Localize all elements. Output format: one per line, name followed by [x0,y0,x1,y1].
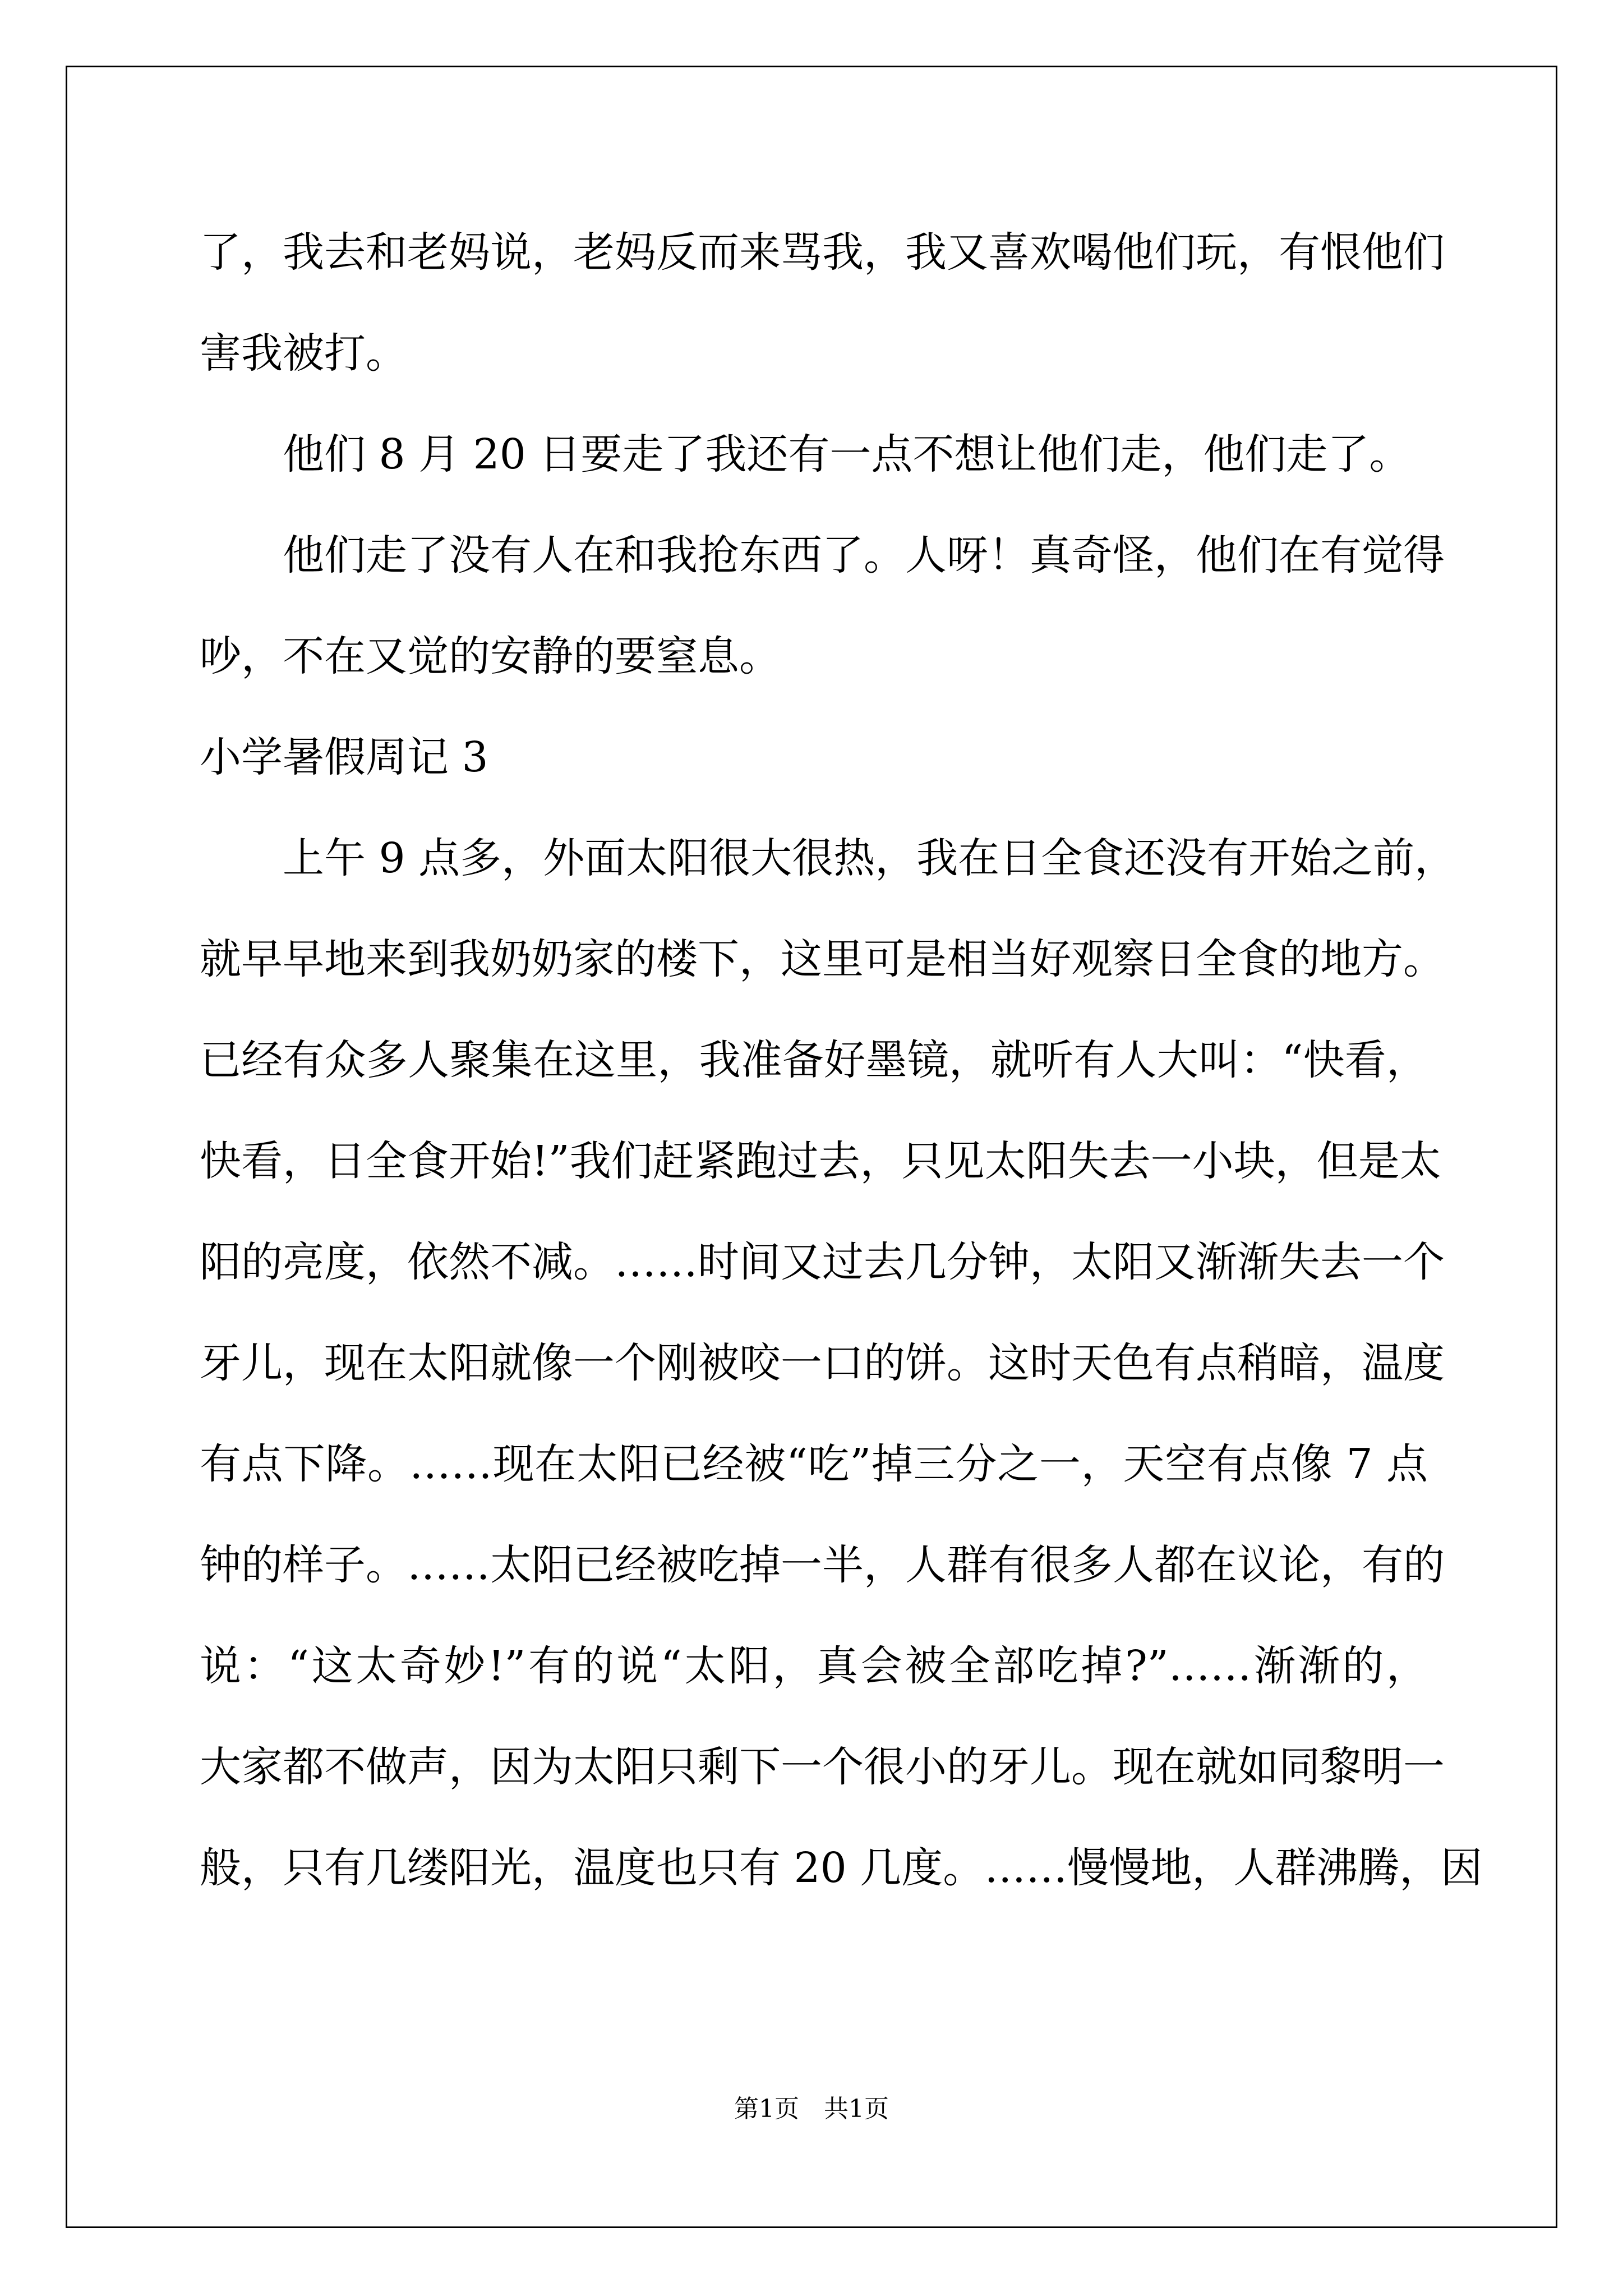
text-line: 说：“这太奇妙!”有的说“太阳，真会被全部吃掉?”……渐渐的， [200,1642,1428,1690]
text-line: 上午 9 点多，外面太阳很大很热，我在日全食还没有开始之前， [283,834,1456,882]
page-footer: 第1页 共1页 [734,2095,889,2123]
text-line: 他们 8 月 20 日要走了我还有一点不想让他们走，他们走了。 [283,430,1411,478]
text-line: 了，我去和老妈说，老妈反而来骂我，我又喜欢喝他们玩，有恨他们 [200,228,1445,277]
text-line: 吵，不在又觉的安静的要窒息。 [200,632,781,680]
text-line: 他们走了没有人在和我抢东西了。人呀！真奇怪，他们在有觉得 [283,531,1445,579]
text-line: 就早早地来到我奶奶家的楼下，这里可是相当好观察日全食的地方。 [200,935,1445,983]
text-line: 害我被打。 [200,329,407,378]
text-line: 快看，日全食开始!”我们赶紧跑过去，只见太阳失去一小块，但是太 [200,1137,1441,1185]
section-heading: 小学暑假周记 3 [200,733,488,781]
text-line: 般，只有几缕阳光，温度也只有 20 几度。……慢慢地，人群沸腾，因 [200,1844,1483,1892]
text-line: 已经有众多人聚集在这里，我准备好墨镜，就听有人大叫：“快看， [200,1036,1428,1084]
text-line: 阳的亮度，依然不减。……时间又过去几分钟，太阳又渐渐失去一个 [200,1238,1445,1286]
text-line: 钟的样子。……太阳已经被吃掉一半，人群有很多人都在议论，有的 [200,1541,1445,1589]
text-line: 牙儿，现在太阳就像一个刚被咬一口的饼。这时天色有点稍暗，温度 [200,1339,1445,1387]
text-line: 大家都不做声，因为太阳只剩下一个很小的牙儿。现在就如同黎明一 [200,1743,1445,1791]
document-body [200,202,1483,1918]
text-line: 有点下降。……现在太阳已经被“吃”掉三分之一，天空有点像 7 点 [200,1440,1428,1488]
